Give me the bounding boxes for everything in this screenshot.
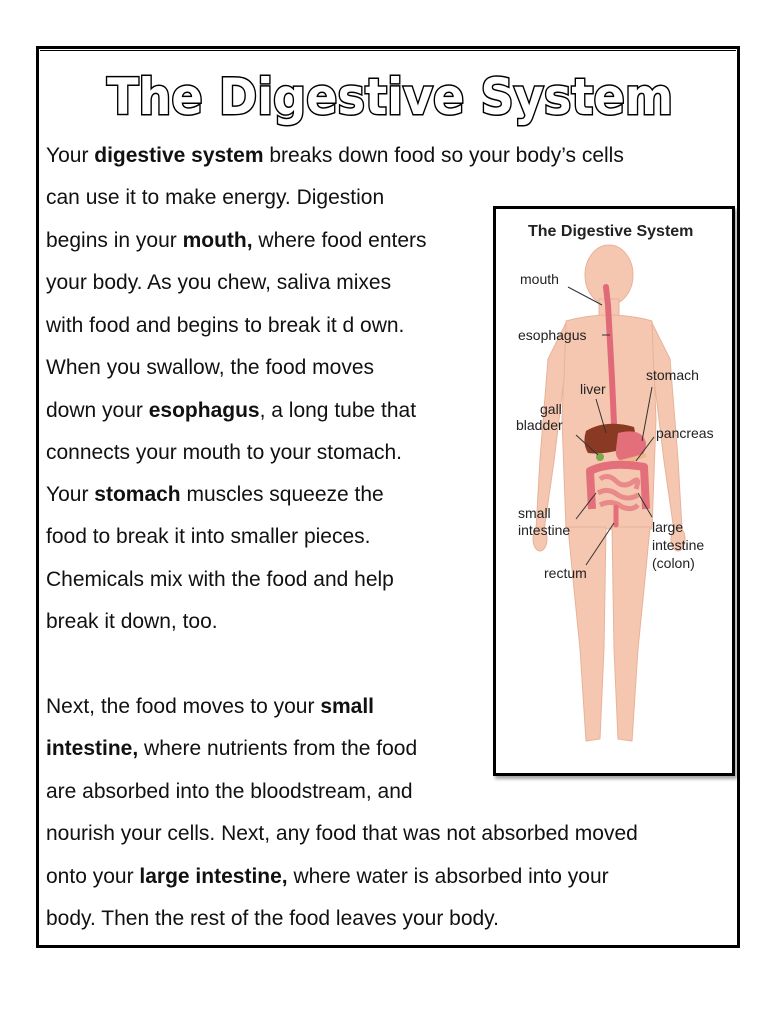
text-line: break it down, too. bbox=[46, 610, 218, 633]
text-line: When you swallow, the food moves bbox=[46, 356, 375, 379]
text-line: are absorbed into the bloodstream, and bbox=[46, 780, 413, 803]
text-line: can use it to make energy. Digestion bbox=[46, 186, 385, 209]
page-border-inner-line bbox=[40, 50, 736, 51]
text-line: intestine, where nutrients from the food bbox=[46, 737, 418, 760]
text-line: food to break it into smaller pieces. bbox=[46, 525, 371, 548]
text-line: with food and begins to break it d own. bbox=[46, 314, 405, 337]
text-line: down your esophagus, a long tube that bbox=[46, 399, 417, 422]
label-esophagus: esophagus bbox=[518, 327, 587, 343]
body-illustration bbox=[496, 209, 732, 773]
text-line: connects your mouth to your stomach. bbox=[46, 441, 403, 464]
label-stomach: stomach bbox=[646, 367, 699, 383]
text-line: onto your large intestine, where water is absorbed into your bbox=[46, 865, 609, 888]
label-rectum: rectum bbox=[544, 565, 587, 581]
page-title-text: The Digestive System bbox=[107, 68, 673, 126]
label-large: large bbox=[652, 519, 684, 535]
label-colon: (colon) bbox=[652, 555, 695, 571]
label-bladder: bladder bbox=[516, 417, 563, 433]
diagram-title: The Digestive System bbox=[528, 223, 694, 240]
label-pancreas: pancreas bbox=[656, 425, 714, 441]
label-liver: liver bbox=[580, 381, 606, 397]
label-small-intestine: intestine bbox=[518, 522, 571, 538]
label-large-intestine: intestine bbox=[652, 537, 705, 553]
text-line: nourish your cells. Next, any food that was not absorbed moved bbox=[46, 822, 638, 845]
digestive-system-diagram bbox=[493, 206, 735, 776]
text-line: your body. As you chew, saliva mixes bbox=[46, 271, 392, 294]
label-mouth: mouth bbox=[520, 271, 559, 287]
text-line: Your stomach muscles squeeze the bbox=[46, 483, 384, 506]
text-line: body. Then the rest of the food leaves your body. bbox=[46, 907, 499, 930]
text-line: Your digestive system breaks down food so your body’s cells bbox=[46, 144, 624, 167]
label-small: small bbox=[518, 505, 551, 521]
text-line: Chemicals mix with the food and help bbox=[46, 568, 394, 591]
text-line: begins in your mouth, where food enters bbox=[46, 229, 427, 252]
text-line: Next, the food moves to your small bbox=[46, 695, 375, 718]
label-gall: gall bbox=[540, 401, 562, 417]
page-title bbox=[100, 58, 680, 130]
